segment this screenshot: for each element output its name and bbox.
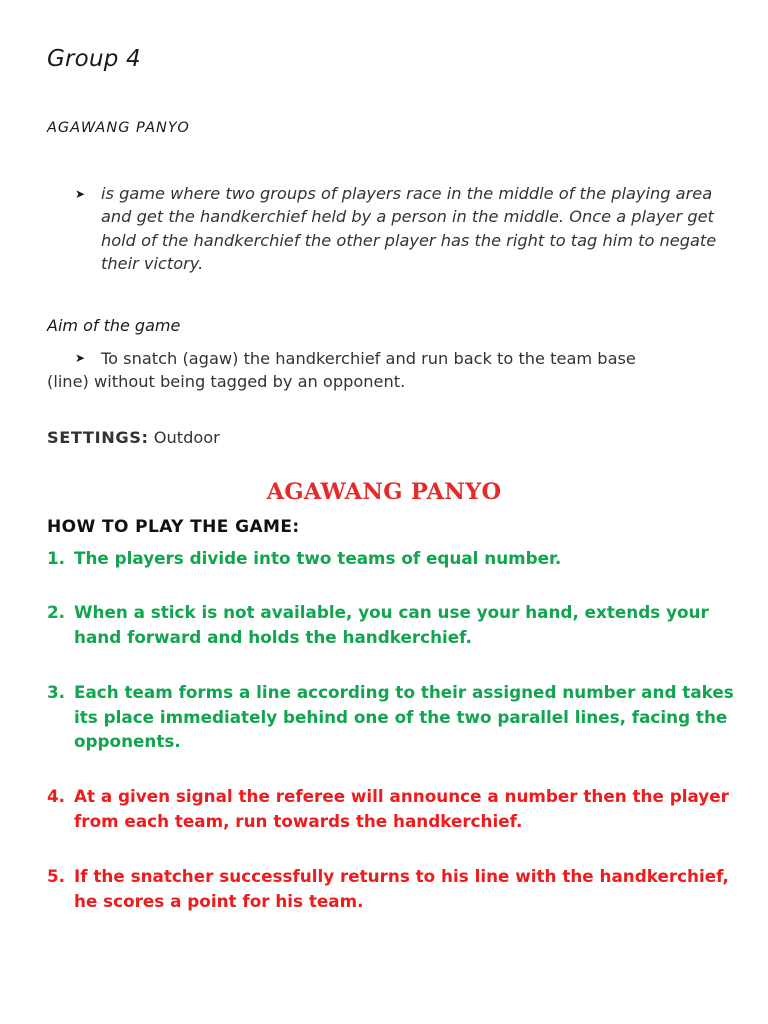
arrow-bullet-icon: ➤ <box>75 351 86 365</box>
game-title-red: AGAWANG PANYO <box>266 479 502 505</box>
step-number: 1. <box>47 548 66 568</box>
section-title: AGAWANG PANYO <box>47 120 190 136</box>
step-text: If the snatcher successfully returns to his line with the handkerchief, he scores a point for his team. <box>74 866 729 911</box>
step-text: Each team forms a line according to their assigned number and takes its place immediately behind one of the two parallel lines, facing the opponents. <box>74 682 734 751</box>
settings-value: Outdoor <box>153 428 220 447</box>
step-item <box>47 864 747 913</box>
settings-separator: : <box>141 428 149 447</box>
step-number: 3. <box>47 682 66 702</box>
step-text: When a stick is not available, you can use your hand, extends your hand forward and holds the handkerchief. <box>74 602 709 647</box>
step-text: The players divide into two teams of equal number. <box>74 548 562 568</box>
step-item <box>47 600 747 649</box>
step-item <box>47 784 747 833</box>
step-number: 5. <box>47 866 66 886</box>
group-title: Group 4 <box>47 46 141 72</box>
game-description: is game where two groups of players race in the middle of the playing area and get the handkerchief held by a person in the middle. Once a player get hold of the handkerchief the other player has the right to tag him to negate their victory. <box>101 184 717 273</box>
aim-text-line: (line) without being tagged by an opponent. <box>47 372 406 391</box>
aim-heading: Aim of the game <box>47 316 181 335</box>
step-item <box>47 546 747 571</box>
aim-text-line: To snatch (agaw) the handkerchief and run back to the team base <box>101 349 636 368</box>
step-text: At a given signal the referee will announce a number then the player from each team, run towards the handkerchief. <box>74 786 729 831</box>
step-item <box>47 680 747 754</box>
settings-line <box>47 428 220 447</box>
step-number: 2. <box>47 602 66 622</box>
step-number: 4. <box>47 786 66 806</box>
arrow-bullet-icon: ➤ <box>75 187 86 201</box>
settings-label: SETTINGS <box>47 428 142 447</box>
how-to-heading: HOW TO PLAY THE GAME: <box>47 517 300 537</box>
